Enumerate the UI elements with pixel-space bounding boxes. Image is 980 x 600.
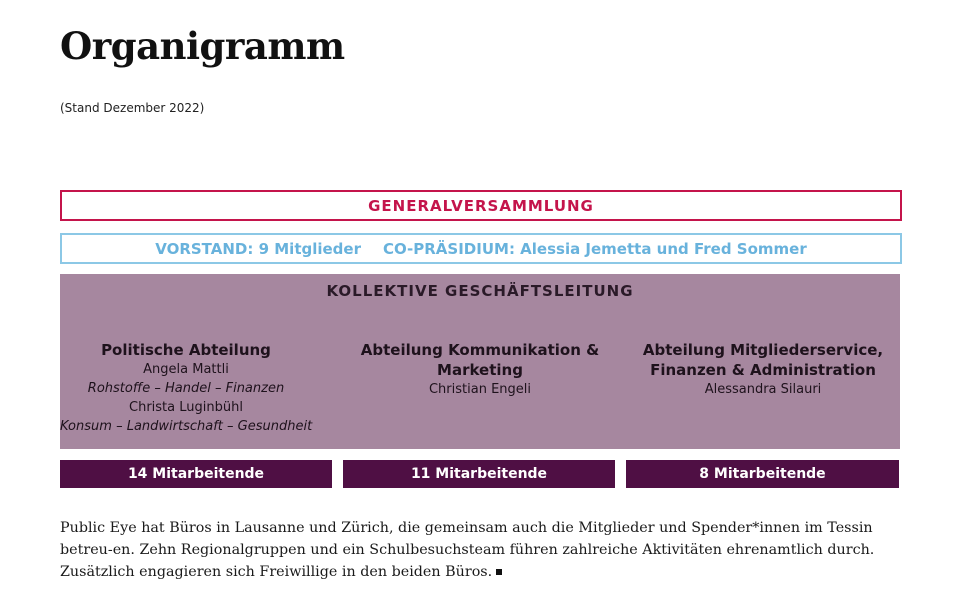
page-subtitle: (Stand Dezember 2022) (60, 101, 205, 115)
management-box (60, 274, 900, 449)
department-name-line1: Abteilung Kommunikation & (360, 341, 600, 359)
staff-count-label: 14 Mitarbeitende (127, 466, 265, 482)
staff-count-memberservice (626, 460, 899, 488)
staff-count-label: 11 Mitarbeitende (410, 466, 548, 482)
person-name: Christian Engeli (428, 382, 532, 397)
generalversammlung-box (60, 190, 902, 221)
page-title: Organigramm (60, 24, 345, 68)
end-mark-icon (496, 569, 502, 575)
person-name: Christa Luginbühl (129, 400, 243, 415)
generalversammlung-label: GENERALVERSAMMLUNG (368, 196, 594, 215)
department-name-line1: Abteilung Mitgliederservice, (642, 341, 884, 359)
staff-count-label: 8 Mitarbeitende (699, 466, 826, 482)
staff-count-communication (343, 460, 615, 488)
copraesidium-label: CO-PRÄSIDIUM: Alessia Jemetta und Fred Sommer (383, 239, 807, 258)
footer-paragraph (60, 517, 902, 583)
person-name: Angela Mattli (143, 362, 229, 377)
footer-text: Public Eye hat Büros in Lausanne und Zürich, die gemeinsam auch die Mitglieder und Spender*innen im Tessin betreu-en. Zehn Regionalgruppen und ein Schulbesuchsteam führen zahlreiche Aktivitäten ehrenamtlich durch. Zusätzlich engagieren sich Freiwillige in den beiden Büros. (60, 520, 875, 580)
department-name-line2: Finanzen & Administration (650, 361, 876, 379)
department-name-line2: Marketing (437, 361, 523, 379)
management-title: KOLLEKTIVE GESCHÄFTSLEITUNG (326, 282, 634, 300)
department-political (60, 340, 312, 436)
department-memberservice (626, 340, 900, 399)
department-name: Politische Abteilung (101, 341, 271, 359)
topic-area: Konsum – Landwirtschaft – Gesundheit (60, 419, 313, 434)
staff-count-political (60, 460, 332, 488)
vorstand-box (60, 233, 902, 264)
department-communication (340, 340, 620, 399)
topic-area: Rohstoffe – Handel – Finanzen (87, 381, 285, 396)
vorstand-label: VORSTAND: 9 Mitglieder (155, 239, 361, 258)
person-name: Alessandra Silauri (704, 382, 822, 397)
